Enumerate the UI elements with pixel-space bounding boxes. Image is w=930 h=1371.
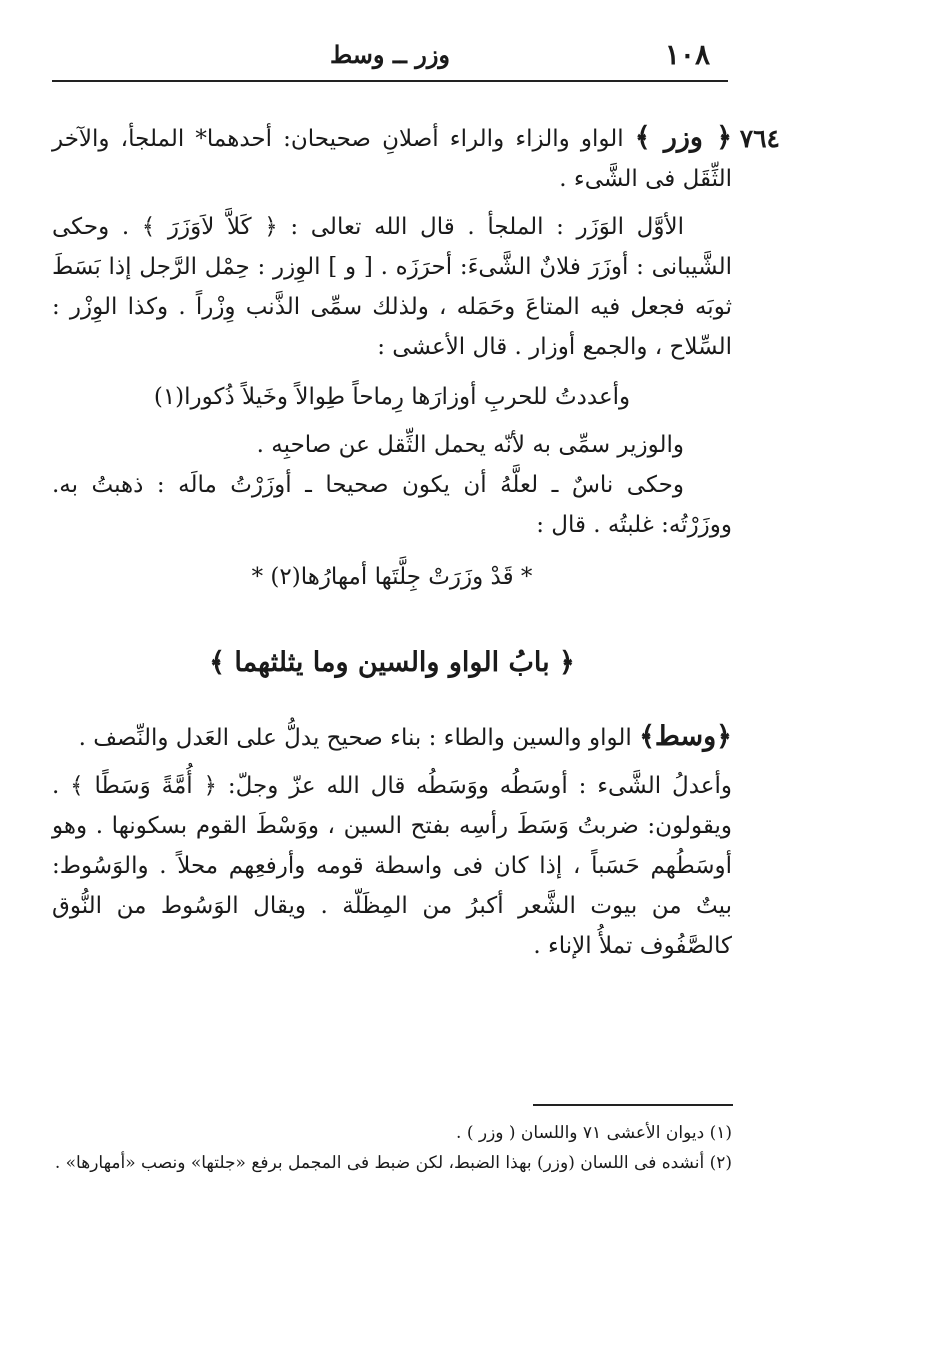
section-title: ﴿ بابُ الواو والسين وما يثلثهما ﴾: [209, 647, 575, 678]
page-header: [52, 38, 728, 82]
entry-wazar-intro: [52, 118, 732, 199]
entry-wasat-paragraph-1: وأعدلُ الشَّىء : أوسَطُه ووَسَطُه قال الله عزّ وجلّ: ﴿ أُمَّةً وَسَطًا ﴾ . ويقولون: ضربتُ وَسَطَ رأسِه بفتح السين ، ووَسْطَ القوم بسكونها . وهو أوسَطُهم حَسَباً ، إذا كان فى واسطة قومه وأرفعِهم محلاً . والوَسُوط: بيتٌ من بيوت الشَّعر أكبرُ من المِظَلّة . ويقال الوَسُوط من النُّوق كالصَّفُوف تملأُ الإناء .: [52, 773, 732, 959]
running-head: وزر ــ وسط: [329, 40, 451, 69]
verse-rajaz: * قَدْ وزَرَتْ جِلَّتَها أمهارُها(٢) *: [251, 564, 533, 590]
entry-wasat-intro-text: الواو والسين والطاء : بناء صحيح يدلُّ على العَدل والنِّصف .: [78, 725, 632, 751]
entry-wasat-intro: [52, 717, 732, 758]
verse-aasha: وأعددتُ للحربِ أوزارَها رِماحاً طِوالاً وخَيلاً ذُكورا(١): [153, 384, 631, 410]
entry-wazar-paragraph-3: وحكى ناسٌ ـ لعلَّهُ أن يكون صحيحا ـ أوزَرْتُ مالَه : ذهبتُ به. ووزَرْتُه: غلبتُه . قال :: [52, 472, 732, 538]
entry-wazar-paragraph-1: الأوَّل الوَزَر : الملجأ . قال الله تعالى : ﴿ كَلاَّ لاَوَزَرَ ﴾ . وحكى الشَّيبانى : أوزَرَ فلانٌ الشَّىءَ: أحرَزَه . [ و ] الوِزر : حِمْل الرَّجل إذا بَسَطَ ثوبَه فجعل فيه المتاعَ وحَمَله ، ولذلك سمِّى الذَّنب وِزْراً . وكذا الوِزْر : السِّلاح ، والجمع أوزار . قال الأعشى :: [52, 214, 732, 360]
entry-wazar-intro-text: الواو والزاء والراء أصلانِ صحيحان: أحدهما* الملجأ، والآخر الثِّقَل فى الشَّىء .: [52, 126, 732, 192]
entry-wazar-paragraph-2: والوزير سمِّى به لأنّه يحمل الثِّقل عن صاحبِه .: [256, 432, 684, 458]
main-text: [52, 118, 732, 966]
footnote-1: (١) ديوان الأعشى ٧١ واللسان ( وزر ) .: [456, 1123, 732, 1143]
headword-wasat: ﴿وسط﴾: [639, 721, 732, 752]
header-rule: [52, 80, 728, 82]
footnote-2: (٢) أنشده فى اللسان (وزر) بهذا الضبط، لكن ضبط فى المجمل برفع «جلتها» ونصب «أمهارها» .: [54, 1153, 732, 1173]
page-number: ١٠٨: [664, 38, 710, 71]
headword-wazar: ﴿ وزر ﴾: [634, 122, 733, 153]
entry-number: ٧٦٤: [739, 124, 780, 153]
footnote-rule: [533, 1104, 733, 1106]
footnotes: [52, 1118, 732, 1178]
